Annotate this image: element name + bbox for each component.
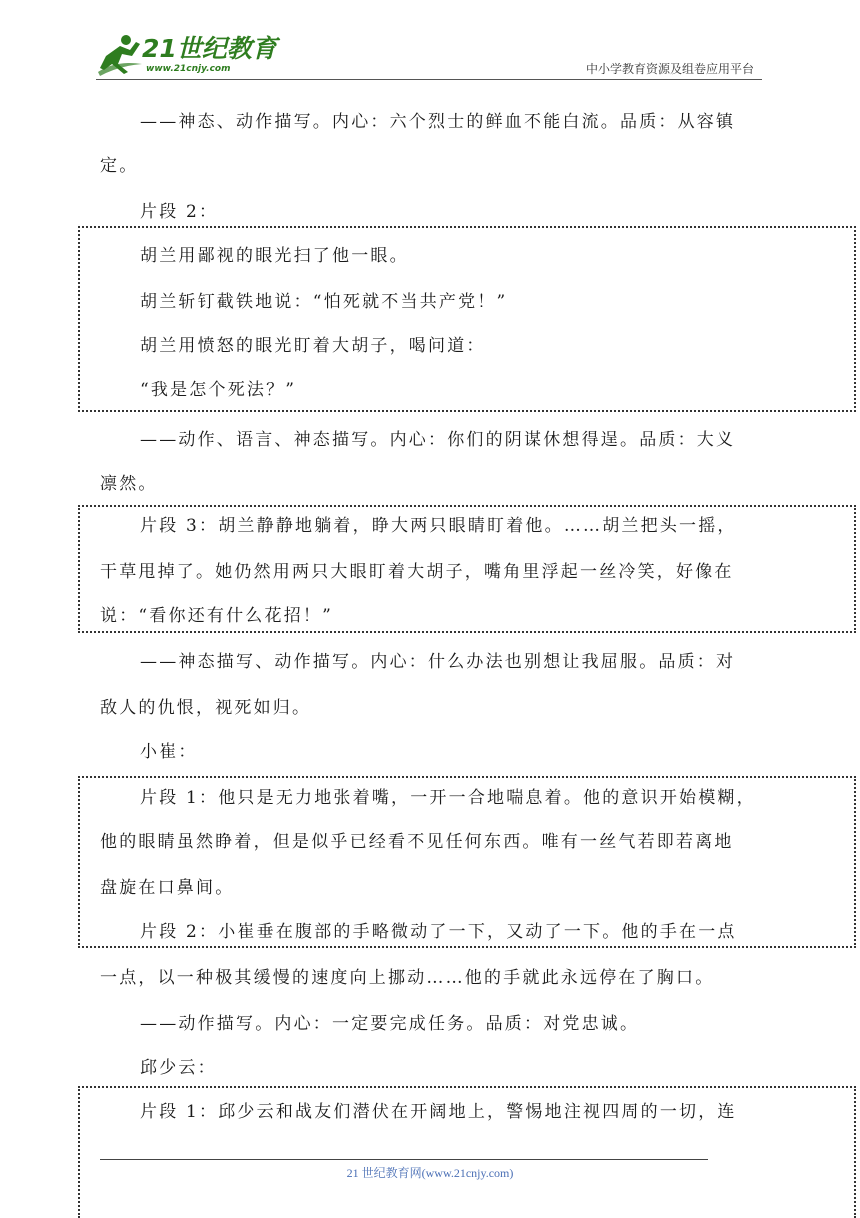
paragraph-line: ——动作描写。内心：一定要完成任务。品质：对党忠诚。 bbox=[140, 1014, 640, 1034]
paragraph-line: 定。 bbox=[100, 156, 139, 176]
paragraph-line: 凛然。 bbox=[100, 474, 158, 494]
excerpt-line: 盘旋在口鼻间。 bbox=[100, 878, 235, 898]
page-header bbox=[0, 0, 860, 82]
logo-text: 21世纪教育 bbox=[142, 34, 277, 63]
excerpt-line: 他的眼睛虽然睁着，但是似乎已经看不见任何东西。唯有一丝气若即若离地 bbox=[100, 832, 734, 852]
paragraph-line: ——神态、动作描写。内心：六个烈士的鲜血不能白流。品质：从容镇 bbox=[140, 112, 736, 132]
section-label: 小崔： bbox=[140, 742, 198, 762]
paragraph-line: 一点，以一种极其缓慢的速度向上挪动……他的手就此永远停在了胸口。 bbox=[100, 968, 715, 988]
excerpt-line: 片段 3：胡兰静静地躺着，睁大两只眼睛盯着他。……胡兰把头一摇， bbox=[140, 516, 737, 536]
excerpt-line: “我是怎个死法？” bbox=[140, 380, 297, 400]
footer-divider bbox=[100, 1159, 708, 1160]
excerpt-line: 胡兰用愤怒的眼光盯着大胡子，喝问道： bbox=[140, 336, 486, 356]
section-label: 邱少云： bbox=[140, 1058, 217, 1078]
excerpt-line: 胡兰用鄙视的眼光扫了他一眼。 bbox=[140, 246, 409, 266]
footer-text: 21 世纪教育网(www.21cnjy.com) bbox=[346, 1166, 514, 1180]
excerpt-line: 说：“看你还有什么花招！” bbox=[100, 606, 333, 626]
excerpt-line: 片段 2：小崔垂在腹部的手略微动了一下，又动了一下。他的手在一点 bbox=[140, 922, 737, 942]
excerpt-line: 干草甩掉了。她仍然用两只大眼盯着大胡子，嘴角里浮起一丝冷笑，好像在 bbox=[100, 562, 734, 582]
header-divider bbox=[96, 79, 762, 80]
paragraph-line: ——神态描写、动作描写。内心：什么办法也别想让我屈服。品质：对 bbox=[140, 652, 736, 672]
excerpt-line: 胡兰斩钉截铁地说：“怕死就不当共产党！” bbox=[140, 292, 508, 312]
paragraph-line: ——动作、语言、神态描写。内心：你们的阴谋休想得逞。品质：大义 bbox=[140, 430, 736, 450]
excerpt-line: 片段 1：他只是无力地张着嘴，一开一合地喘息着。他的意识开始模糊， bbox=[140, 788, 756, 808]
excerpt-line: 片段 1：邱少云和战友们潜伏在开阔地上，警惕地注视四周的一切，连 bbox=[140, 1102, 737, 1122]
section-label: 片段 2： bbox=[140, 202, 219, 222]
logo-url: www.21cnjy.com bbox=[146, 64, 231, 74]
paragraph-line: 敌人的仇恨，视死如归。 bbox=[100, 698, 312, 718]
header-tagline: 中小学教育资源及组卷应用平台 bbox=[585, 62, 754, 76]
